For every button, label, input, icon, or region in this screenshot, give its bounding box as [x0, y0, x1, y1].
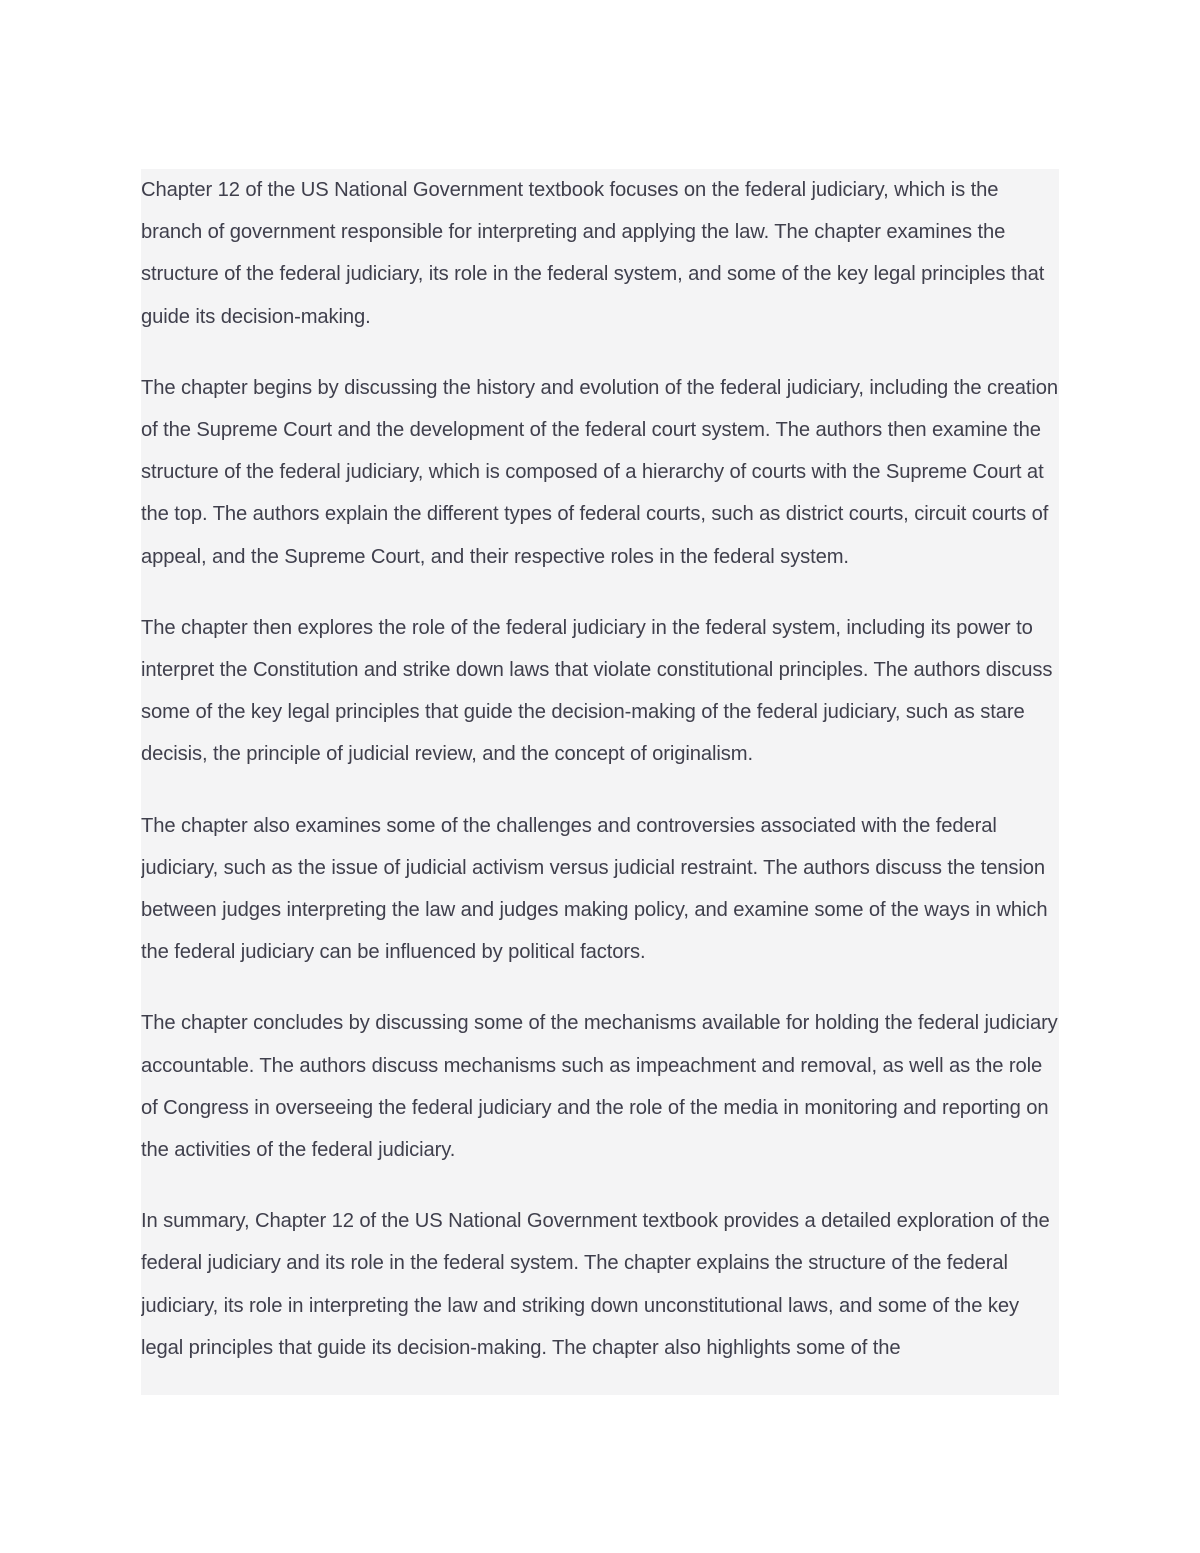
paragraph-6: In summary, Chapter 12 of the US National Government textbook provides a detailed exploration of the federal judiciary and its role in the federal system. The chapter explains the structure of the federal judiciary, its role in interpreting the law and striking down unconstitutional laws, and some of the key legal principles that guide its decision-making. The chapter also highlights some of the: [141, 1210, 1050, 1359]
paragraph-2: The chapter begins by discussing the history and evolution of the federal judiciary, including the creation of the Supreme Court and the development of the federal court system. The authors then examine the structure of the federal judiciary, which is composed of a hierarchy of courts with the Supreme Court at the top. The authors explain the different types of federal courts, such as district courts, circuit courts of appeal, and the Supreme Court, and their respective roles in the federal system.: [141, 376, 1058, 568]
paragraph-5: The chapter concludes by discussing some of the mechanisms available for holding the federal judiciary accountable. The authors discuss mechanisms such as impeachment and removal, as well as the role of Congress in overseeing the federal judiciary and the role of the media in monitoring and reporting on the activities of the federal judiciary.: [141, 1012, 1058, 1162]
paragraph-4: The chapter also examines some of the challenges and controversies associated with the federal judiciary, such as the issue of judicial activism versus judicial restraint. The authors discuss the tension between judges interpreting the law and judges making policy, and examine some of the ways in which the federal judiciary can be influenced by political factors.: [141, 814, 1048, 964]
paragraph-1: Chapter 12 of the US National Government textbook focuses on the federal judiciary, which is the branch of government responsible for interpreting and applying the law. The chapter examines the structure of the federal judiciary, its role in the federal system, and some of the key legal principles that guide its decision-making.: [141, 179, 1045, 328]
text-block: [141, 169, 1059, 1395]
paragraph-3: The chapter then explores the role of the federal judiciary in the federal system, including its power to interpret the Constitution and strike down laws that violate constitutional principles. The authors discuss some of the key legal principles that guide the decision-making of the federal judiciary, such as stare decisis, the principle of judicial review, and the concept of originalism.: [141, 616, 1053, 766]
